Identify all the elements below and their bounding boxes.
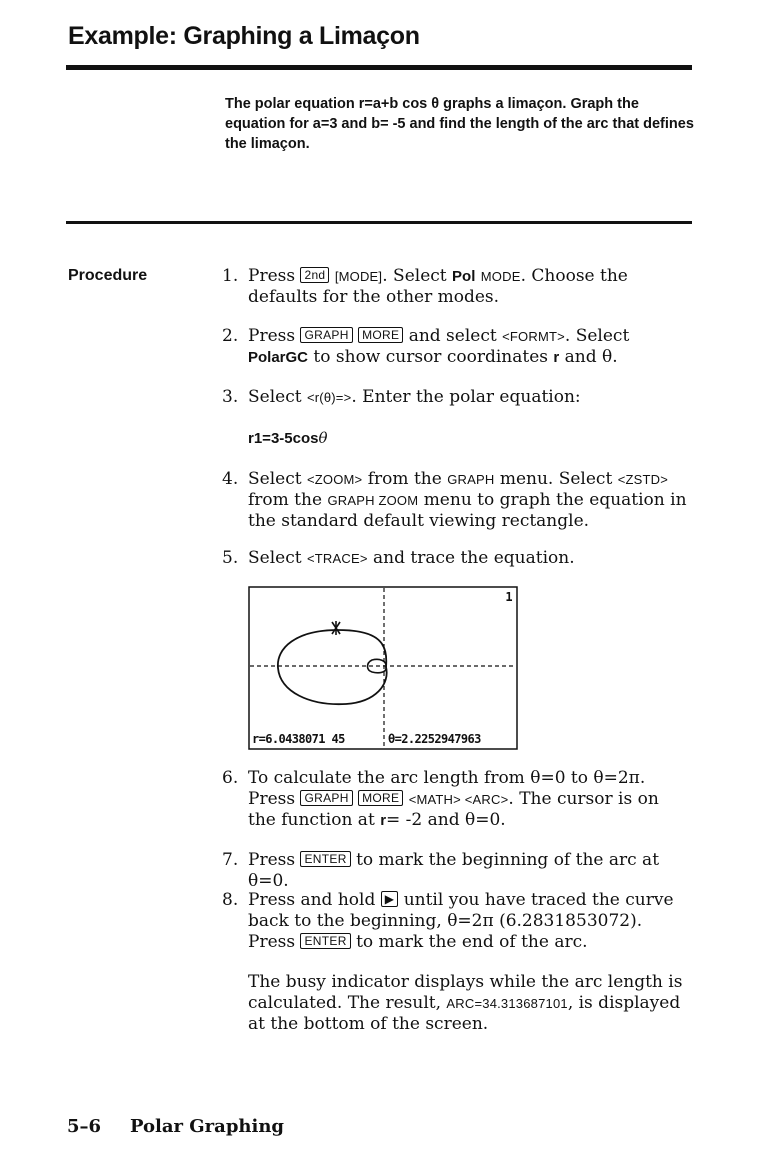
step-8 (222, 890, 692, 953)
step-1 (222, 266, 692, 308)
step-text: and trace the equation. (373, 548, 575, 568)
step-body (248, 548, 692, 569)
step-number: 7. (222, 850, 239, 870)
step-text: . Select (564, 326, 630, 346)
calculator-screen (248, 586, 518, 750)
menu-label: <ZOOM> (306, 472, 363, 487)
step-text: Press (248, 266, 296, 286)
step-body (248, 768, 692, 831)
page-number: 5–6 (67, 1116, 102, 1137)
step-6 (222, 768, 692, 831)
screen-border (249, 587, 517, 749)
key-more: MORE (358, 790, 403, 806)
step-body (248, 890, 692, 953)
section-rule (66, 221, 692, 224)
step-7 (222, 850, 692, 892)
equation-main: r1=3-5cos (248, 430, 319, 447)
step-text: . Enter the polar equation: (351, 387, 581, 407)
polar-equation (248, 429, 328, 447)
emphasis: Pol (452, 268, 476, 285)
step-text: to mark the beginning of the arc at θ=0. (248, 850, 660, 891)
step-3 (222, 387, 692, 408)
step-2 (222, 326, 692, 368)
step-number: 6. (222, 768, 239, 788)
step-number: 1. (222, 266, 239, 286)
step-text: from the (248, 490, 323, 510)
emphasis: PolarGC (248, 349, 309, 366)
step-5 (222, 548, 692, 569)
key-more: MORE (358, 327, 403, 343)
header-rule (66, 65, 692, 70)
step-body (248, 469, 692, 532)
menu-label: <TRACE> (306, 551, 368, 566)
para-text: , is displayed at the bottom of the screen. (248, 993, 681, 1034)
step-number: 5. (222, 548, 239, 568)
emphasis: r (553, 349, 560, 366)
menu-label: [MODE] (334, 269, 383, 284)
step-body (248, 850, 692, 892)
step-text: Press (248, 326, 296, 346)
step-text: Select (248, 548, 302, 568)
step-text: Press and hold (248, 890, 376, 910)
step-text: . Choose the defaults for the other modes. (248, 266, 628, 307)
step-body (248, 326, 692, 368)
key-right-arrow: ▶ (381, 891, 399, 907)
step-text: Press (248, 850, 296, 870)
equation-number: 1 (505, 590, 512, 604)
menu-label: <ZSTD> (617, 472, 669, 487)
procedure-label: Procedure (68, 267, 148, 284)
key-enter: ENTER (300, 933, 350, 949)
result-paragraph (248, 972, 693, 1035)
step-text: . Select (382, 266, 447, 286)
step-text: Select (248, 387, 302, 407)
para-text: The busy indicator displays while the arc length is calculated. The result, (248, 972, 683, 1013)
graph-display (248, 586, 518, 750)
r-readout: r=6.0438071 45 (252, 732, 345, 746)
key-2nd: 2nd (300, 267, 329, 283)
arc-result: ARC=34.313687101 (446, 996, 568, 1011)
menu-label: MODE (480, 269, 521, 284)
menu-label: <r(θ)=> (306, 390, 352, 405)
menu-label: GRAPH (447, 472, 495, 487)
key-graph: GRAPH (300, 327, 352, 343)
step-text: until you have traced the curve back to the beginning, θ=2π (6.2831853072). Press (248, 890, 674, 952)
step-number: 3. (222, 387, 239, 407)
menu-label: GRAPH ZOOM (327, 493, 419, 508)
theta-readout: θ=2.2252947963 (388, 732, 481, 746)
intro-text: The polar equation r=a+b cos θ graphs a limaçon. Graph the equation for a=3 and b= -5 and find the length of the arc that defines the limaçon. (225, 96, 694, 152)
step-text: Select (248, 469, 302, 489)
step-text: menu. Select (499, 469, 613, 489)
step-text: from the (367, 469, 442, 489)
equation-theta: θ (318, 429, 328, 447)
key-enter: ENTER (300, 851, 350, 867)
step-text: . The cursor is on the function at (248, 789, 659, 830)
step-4 (222, 469, 692, 532)
key-graph: GRAPH (300, 790, 352, 806)
section-title: Polar Graphing (130, 1116, 285, 1137)
page-title: Example: Graphing a Limaçon (68, 22, 420, 50)
step-body (248, 387, 692, 408)
step-text: to show cursor coordinates (313, 347, 548, 367)
emphasis: r (380, 812, 387, 829)
step-text: to mark the end of the arc. (356, 932, 588, 952)
step-text: = -2 and θ=0. (386, 810, 506, 830)
step-text: To calculate the arc length from θ=0 to θ=2π. Press (248, 768, 646, 809)
menu-label: <MATH> <ARC> (408, 792, 509, 807)
step-number: 4. (222, 469, 239, 489)
step-number: 2. (222, 326, 239, 346)
menu-label: <FORMT> (502, 329, 565, 344)
step-number: 8. (222, 890, 239, 910)
step-text: and θ. (564, 347, 618, 367)
step-text: menu to graph the equation in the standard default viewing rectangle. (248, 490, 687, 531)
step-body (248, 266, 692, 308)
step-text: and select (408, 326, 497, 346)
